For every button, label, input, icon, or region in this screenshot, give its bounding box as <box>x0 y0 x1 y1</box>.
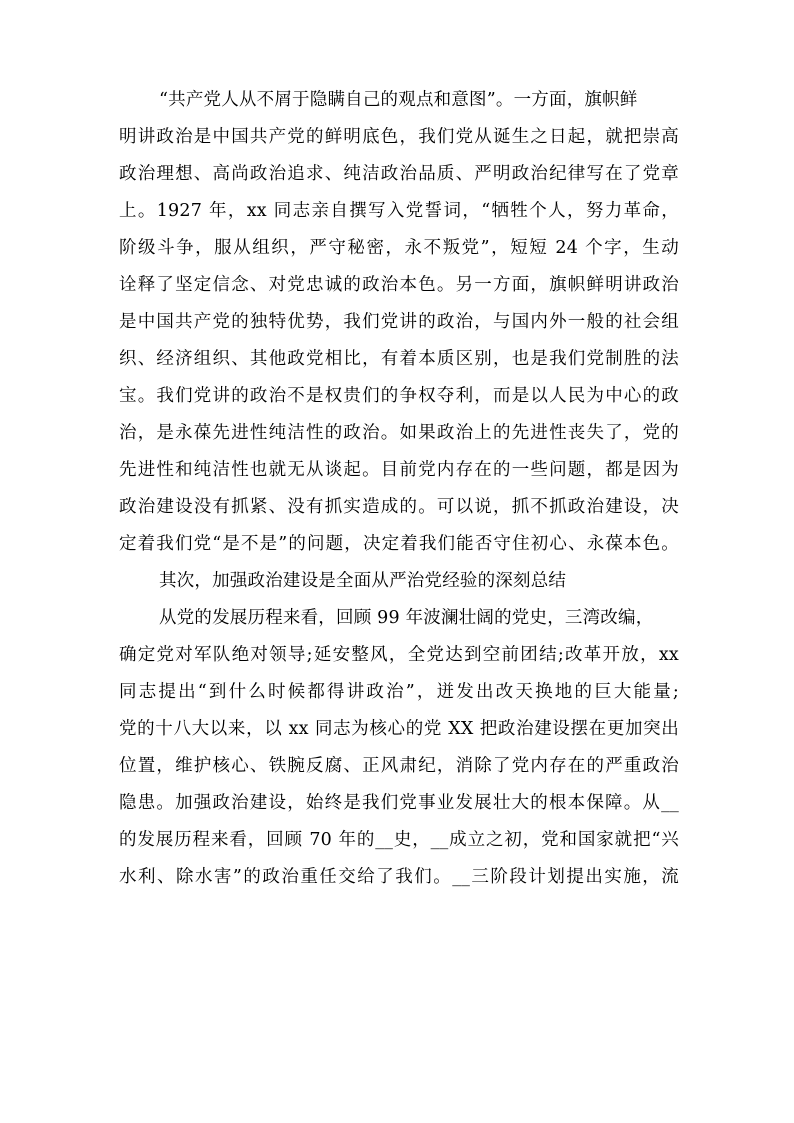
paragraph-line: 定着我们党“是不是”的问题，决定着我们能否守住初心、永葆本色。 <box>119 534 679 554</box>
paragraph-line: “共产党人从不屑于隐瞒自己的观点和意图”。一方面，旗帜鲜 <box>159 90 638 110</box>
paragraph-line: 诠释了坚定信念、对党忠诚的政治本色。另一方面，旗帜鲜明讲政治 <box>119 275 679 295</box>
paragraph-line: 宝。我们党讲的政治不是权贵们的争权夺利，而是以人民为中心的政 <box>119 386 679 406</box>
paragraph-line: 明讲政治是中国共产党的鲜明底色，我们党从诞生之日起，就把崇高 <box>119 127 679 147</box>
paragraph-line: 党的十八大以来，以 xx 同志为核心的党 XX 把政治建设摆在更加突出 <box>119 719 679 739</box>
paragraph-line: 上。1927 年，xx 同志亲自撰写入党誓词，“牺牲个人，努力革命， <box>119 201 679 221</box>
paragraph-line: 阶级斗争，服从组织，严守秘密，永不叛党”，短短 24 个字，生动 <box>119 238 679 258</box>
paragraph-line: 政治理想、高尚政治追求、纯洁政治品质、严明政治纪律写在了党章 <box>119 164 679 184</box>
paragraph-line: 政治建设没有抓紧、没有抓实造成的。可以说，抓不抓政治建设，决 <box>119 497 679 517</box>
paragraph-line: 织、经济组织、其他政党相比，有着本质区别，也是我们党制胜的法 <box>119 349 679 369</box>
paragraph-line: 治，是永葆先进性纯洁性的政治。如果政治上的先进性丧失了，党的 <box>119 423 679 443</box>
paragraph-line: 位置，维护核心、铁腕反腐、正风肃纪，消除了党内存在的严重政治 <box>119 756 679 776</box>
paragraph-line: 从党的发展历程来看，回顾 99 年波澜壮阔的党史，三湾改编， <box>159 608 654 628</box>
section-heading: 其次，加强政治建设是全面从严治党经验的深刻总结 <box>159 571 567 591</box>
paragraph-line: 同志提出“到什么时候都得讲政治”，迸发出改天换地的巨大能量; <box>119 682 679 702</box>
paragraph-line: 是中国共产党的独特优势，我们党讲的政治，与国内外一般的社会组 <box>119 312 679 332</box>
paragraph-line: 先进性和纯洁性也就无从谈起。目前党内存在的一些问题，都是因为 <box>119 460 679 480</box>
paragraph-line: 隐患。加强政治建设，始终是我们党事业发展壮大的根本保障。从__ <box>119 793 679 813</box>
paragraph-line: 的发展历程来看，回顾 70 年的__史，__成立之初，党和国家就把“兴 <box>119 830 679 850</box>
paragraph-line: 确定党对军队绝对领导;延安整风，全党达到空前团结;改革开放，xx <box>119 645 679 665</box>
paragraph-line: 水利、除水害”的政治重任交给了我们。__三阶段计划提出实施，流 <box>119 867 679 887</box>
